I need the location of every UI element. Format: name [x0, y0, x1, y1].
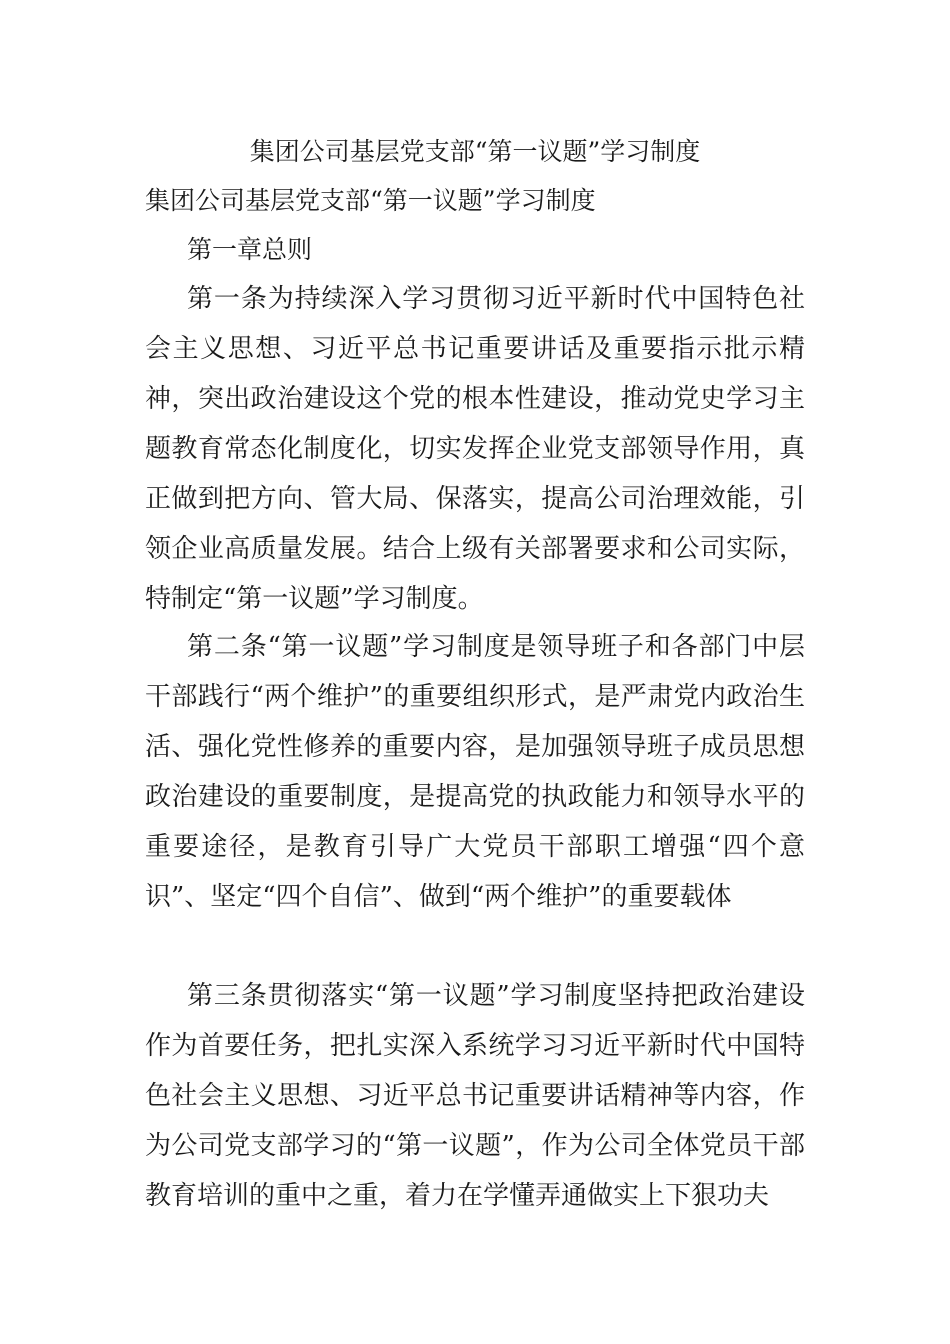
article-paragraph-3: 第三条贯彻落实“第一议题”学习制度坚持把政治建设作为首要任务，把扎实深入系统学习习近平新时代中国特色社会主义思想、习近平总书记重要讲话精神等内容，作为公司党支部学习的“第一议题”，作为公司全体党员干部教育培训的重中之重，着力在学懂弄通做实上下狠功夫 [145, 981, 805, 1211]
article-paragraph-2: 第二条“第一议题”学习制度是领导班子和各部门中层干部践行“两个维护”的重要组织形式，是严肃党内政治生活、强化党性修养的重要内容，是加强领导班子成员思想政治建设的重要制度，是提高党的执政能力和领导水平的重要途径，是教育引导广大党员干部职工增强“四个意识”、坚定“四个自信”、做到“两个维护”的重要载体 [145, 632, 805, 912]
chapter-heading: 第一章总则 [187, 235, 313, 264]
article-paragraph-1: 第一条为持续深入学习贯彻习近平新时代中国特色社会主义思想、习近平总书记重要讲话及重要指示批示精神，突出政治建设这个党的根本性建设，推动党史学习主题教育常态化制度化，切实发挥企业党支部领导作用，真正做到把方向、管大局、保落实，提高公司治理效能，引领企业高质量发展。结合上级有关部署要求和公司实际，特制定“第一议题”学习制度。 [145, 284, 805, 614]
document-subtitle: 集团公司基层党支部“第一议题”学习制度 [145, 186, 596, 215]
document-title: 集团公司基层党支部“第一议题”学习制度 [249, 137, 701, 166]
